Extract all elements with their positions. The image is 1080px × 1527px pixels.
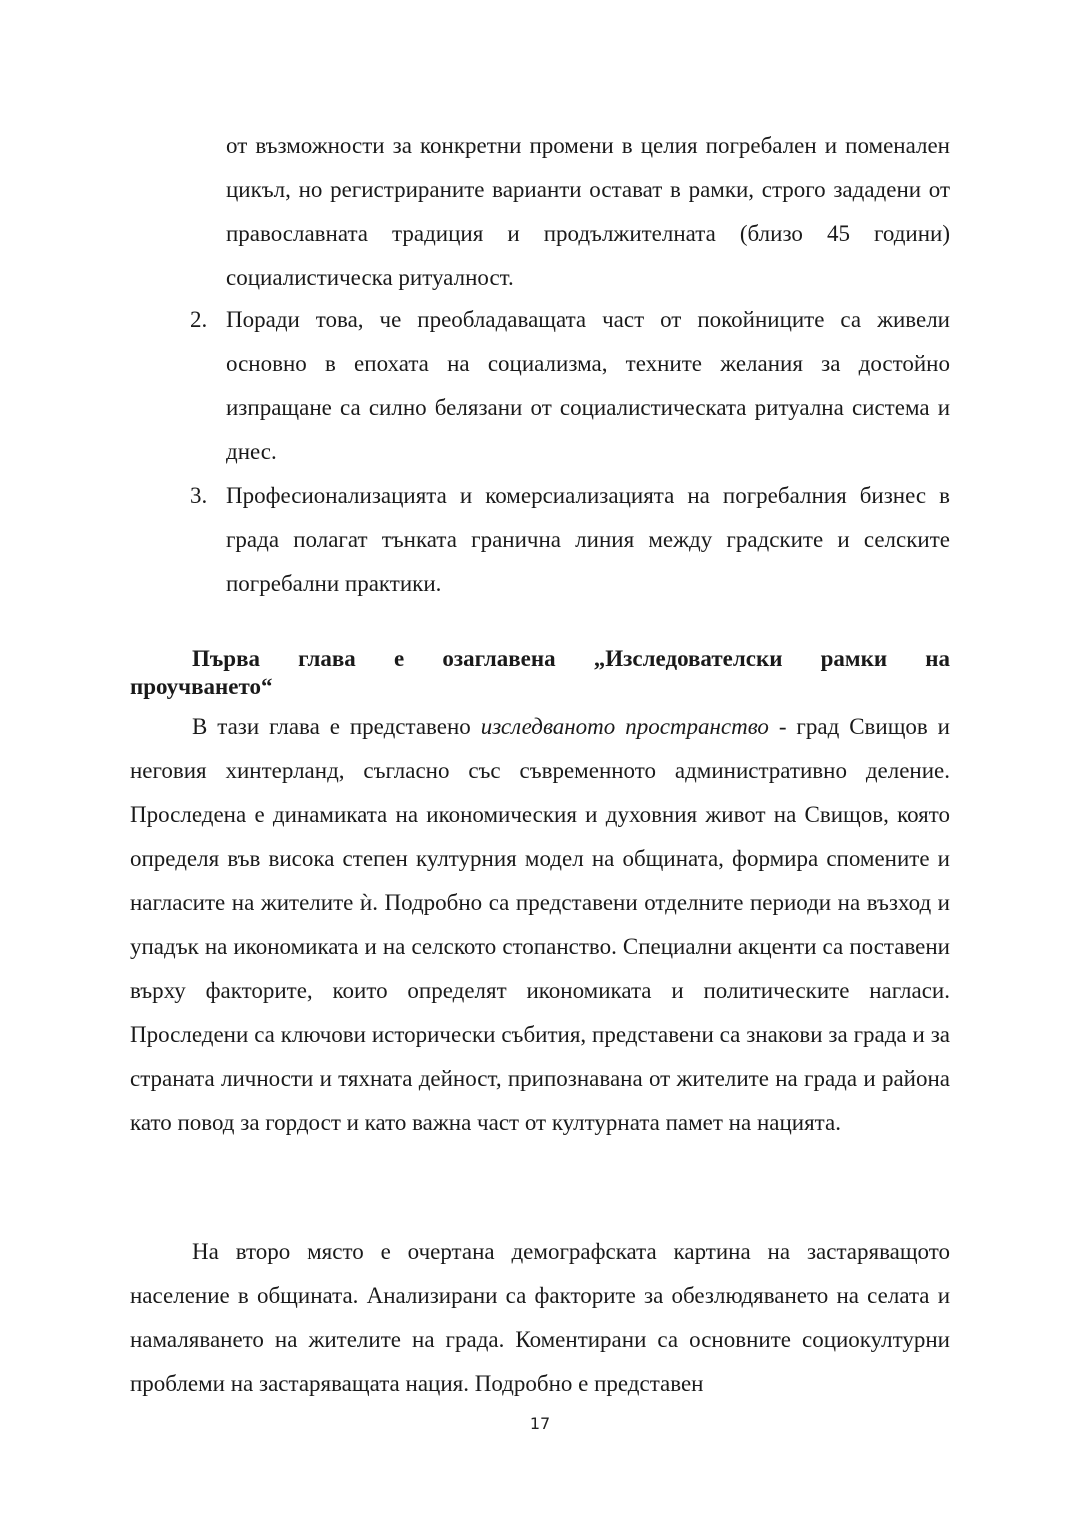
list-item bbox=[190, 474, 950, 606]
chapter-heading-line2: проучването“ bbox=[130, 674, 273, 699]
list-item-continuation: от възможности за конкретни промени в целия погребален и поменален цикъл, но регистрираните варианти остават в рамки, строго зададени от православната традиция и продължителната (близо 45 години) социалистическа ритуалност. bbox=[226, 133, 950, 290]
numbered-list bbox=[190, 298, 950, 606]
paragraph-emphasis: изследваното пространство bbox=[480, 714, 769, 739]
list-item-number: 2. bbox=[190, 307, 208, 332]
list-item-text: Поради това, че преобладаващата част от покойниците са живели основно в епохата на социализма, техните желания за достойно изпращане са силно белязани от социалистическата ритуална система и днес. bbox=[226, 307, 950, 464]
list-item-text: Професионализацията и комерсиализацията на погребалния бизнес в града полагат тънката гранична линия между градските и селските погребални практики. bbox=[226, 483, 950, 596]
chapter-heading-line1: Първа глава е озаглавена „Изследователски рамки на bbox=[192, 646, 950, 671]
page-number: 17 bbox=[529, 1414, 551, 1433]
chapter-heading bbox=[130, 645, 950, 701]
paragraph-text-before: В тази глава е представено bbox=[192, 714, 481, 739]
body-paragraph: На второ място е очертана демографската картина на застаряващото население в общината. Анализирани са факторите за обезлюдяването на селата и намаляването на жителите на града. Коментирани са основните социокултурни проблеми на застаряващата нация. Подробно е представен bbox=[130, 1239, 950, 1396]
body-paragraph bbox=[130, 705, 950, 1145]
paragraph-text-after: - град Свищов и неговия хинтерланд, съгласно със съвременното административно деление. Проследена е динамиката на икономическия и духовния живот на Свищов, която определя във висока степен културния модел на общината, формира спомените и нагласите на жителите ѝ. Подробно са представени отделните периоди на възход и упадък на икономиката и на селското стопанство. Специални акценти са поставени върху факторите, които определят икономиката и политическите нагласи. Проследени са ключови исторически събития, представени са знакови за града и за страната личности и тяхната дейност, припознавана от жителите на града и района като повод за гордост и като важна част от културната памет на нацията. bbox=[130, 714, 950, 1135]
list-item bbox=[190, 298, 950, 474]
list-item-number: 3. bbox=[190, 483, 208, 508]
